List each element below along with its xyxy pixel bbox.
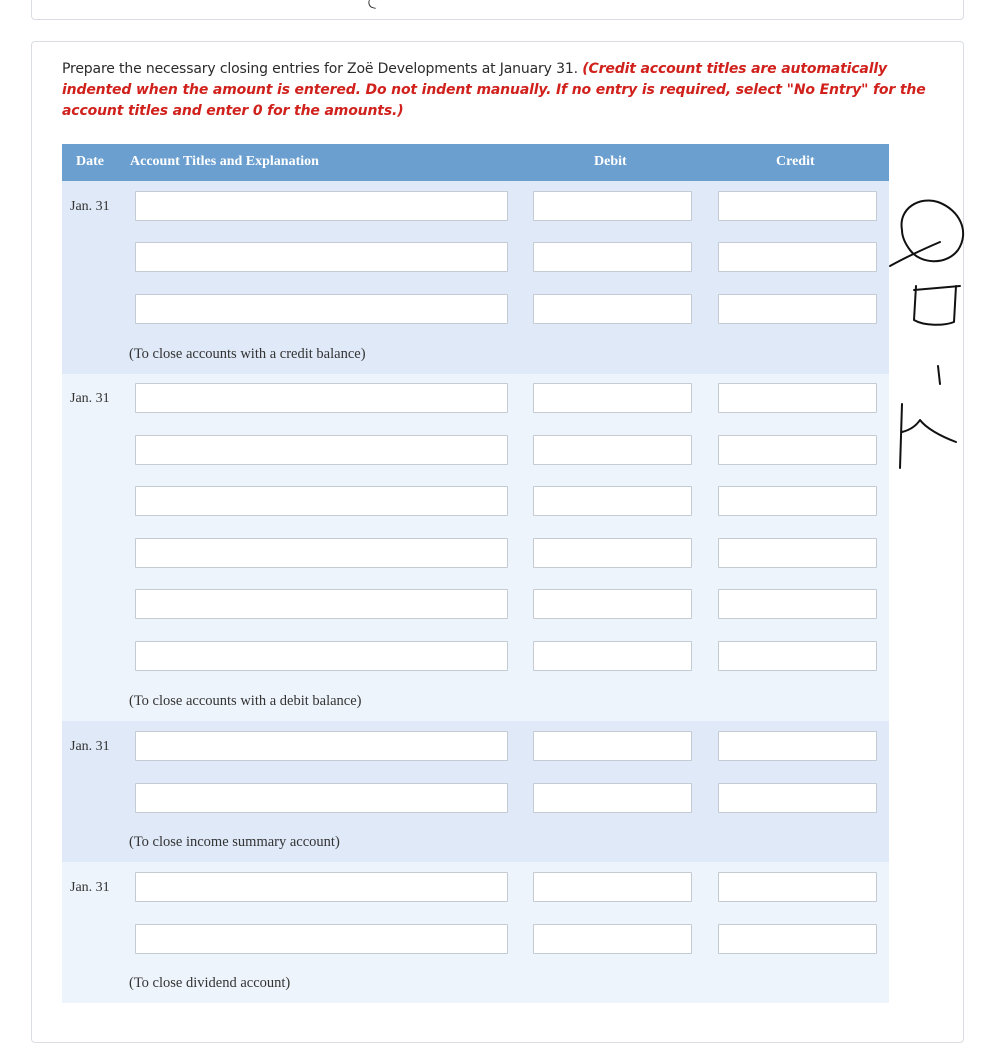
account-title-input[interactable] — [135, 294, 508, 324]
account-title-input[interactable] — [135, 924, 508, 954]
credit-input[interactable] — [718, 924, 877, 954]
debit-input[interactable] — [533, 383, 692, 413]
entry-explanation: (To close accounts with a credit balance) — [129, 346, 366, 362]
account-title-input[interactable] — [135, 538, 508, 568]
credit-input[interactable] — [718, 191, 877, 221]
credit-input[interactable] — [718, 486, 877, 516]
instructions-main: Prepare the necessary closing entries for Zoë Developments at January 31. — [62, 61, 578, 77]
account-title-input[interactable] — [135, 486, 508, 516]
account-title-input[interactable] — [135, 191, 508, 221]
debit-input[interactable] — [533, 191, 692, 221]
credit-input[interactable] — [718, 383, 877, 413]
cursor-mark — [367, 0, 378, 9]
debit-input[interactable] — [533, 872, 692, 902]
account-title-input[interactable] — [135, 783, 508, 813]
entry-date: Jan. 31 — [70, 199, 110, 214]
journal-entry-3 — [62, 721, 889, 862]
account-title-input[interactable] — [135, 589, 508, 619]
credit-input[interactable] — [718, 589, 877, 619]
entry-explanation: (To close accounts with a debit balance) — [129, 693, 362, 709]
debit-input[interactable] — [533, 294, 692, 324]
table-header — [62, 144, 889, 181]
entry-date: Jan. 31 — [70, 391, 110, 406]
account-title-input[interactable] — [135, 731, 508, 761]
debit-input[interactable] — [533, 435, 692, 465]
instructions — [62, 59, 932, 122]
credit-input[interactable] — [718, 242, 877, 272]
account-title-input[interactable] — [135, 242, 508, 272]
debit-input[interactable] — [533, 486, 692, 516]
entry-explanation: (To close dividend account) — [129, 975, 291, 991]
journal-entry-2 — [62, 374, 889, 721]
question-card — [31, 41, 964, 1043]
debit-input[interactable] — [533, 242, 692, 272]
debit-input[interactable] — [533, 924, 692, 954]
previous-question-card — [31, 0, 964, 20]
credit-input[interactable] — [718, 731, 877, 761]
credit-input[interactable] — [718, 435, 877, 465]
debit-input[interactable] — [533, 641, 692, 671]
debit-input[interactable] — [533, 731, 692, 761]
debit-input[interactable] — [533, 783, 692, 813]
header-account-titles: Account Titles and Explanation — [130, 154, 319, 169]
account-title-input[interactable] — [135, 641, 508, 671]
credit-input[interactable] — [718, 641, 877, 671]
debit-input[interactable] — [533, 589, 692, 619]
handwritten-annotation — [880, 190, 990, 480]
credit-input[interactable] — [718, 294, 877, 324]
header-credit: Credit — [776, 154, 815, 169]
account-title-input[interactable] — [135, 383, 508, 413]
journal-entry-1 — [62, 181, 889, 374]
entry-date: Jan. 31 — [70, 880, 110, 895]
account-title-input[interactable] — [135, 435, 508, 465]
debit-input[interactable] — [533, 538, 692, 568]
header-debit: Debit — [594, 154, 627, 169]
journal-entry-table — [62, 144, 889, 1003]
account-title-input[interactable] — [135, 872, 508, 902]
entry-date: Jan. 31 — [70, 739, 110, 754]
journal-entry-4 — [62, 862, 889, 1003]
credit-input[interactable] — [718, 872, 877, 902]
instructions-note: (Credit account titles are automatically indented when the amount is entered. Do not indent manually. If no entry is required, select "No Entry" for the account titles and enter 0 for the amounts.) — [62, 61, 926, 119]
credit-input[interactable] — [718, 783, 877, 813]
header-date: Date — [76, 154, 104, 169]
credit-input[interactable] — [718, 538, 877, 568]
entry-explanation: (To close income summary account) — [129, 834, 340, 850]
